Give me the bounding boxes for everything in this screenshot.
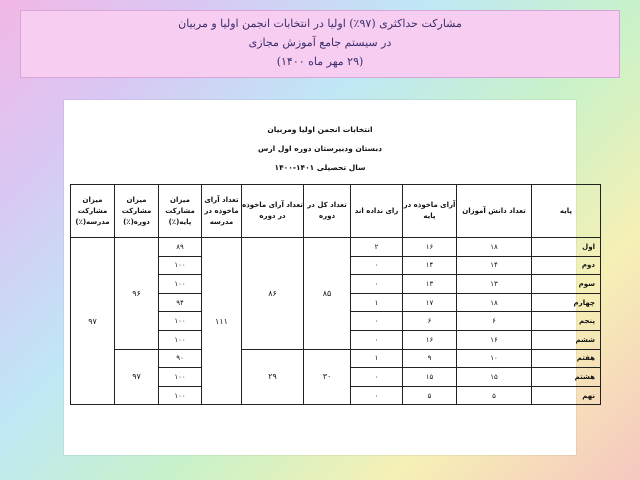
- no-vote-cell: ۰: [351, 330, 403, 349]
- doc-title: انتخابات انجمن اولیا ومربیان: [267, 125, 373, 134]
- table-row: [71, 349, 601, 368]
- col-header-period-total: تعداد کل در دوره: [304, 185, 351, 238]
- school-votes-cell: ۱۱۱: [202, 238, 242, 405]
- grade-cell: ششم: [532, 330, 601, 349]
- table-row: [71, 238, 601, 257]
- period2-total-cell: ۳۰: [304, 349, 351, 405]
- col-header-school-votes: تعداد آرای ماخوذه در مدرسه: [202, 185, 242, 238]
- grade-pct-cell: ۱۰۰: [159, 386, 202, 405]
- no-vote-cell: ۱: [351, 293, 403, 312]
- header-date: (۲۹ مهر ماه ۱۴۰۰): [276, 55, 364, 68]
- votes-cell: ۱۶: [403, 330, 457, 349]
- grade-pct-cell: ۱۰۰: [159, 368, 202, 387]
- no-vote-cell: ۰: [351, 312, 403, 331]
- school-pct-cell: ۹۷: [71, 238, 115, 405]
- grade-pct-cell: ۱۰۰: [159, 275, 202, 294]
- no-vote-cell: ۰: [351, 368, 403, 387]
- col-header-grade: پایه: [532, 185, 601, 238]
- grade-cell: اول: [532, 238, 601, 257]
- period2-pct-cell: ۹۷: [115, 349, 159, 405]
- col-header-grade-votes: آرای ماخوذه در پایه: [403, 185, 457, 238]
- col-header-grade-pct: میزان مشارکت پایه(٪): [159, 185, 202, 238]
- document-card: [64, 100, 595, 455]
- students-cell: ۱۴: [457, 256, 532, 275]
- students-cell: ۱۳: [457, 275, 532, 294]
- period2-votes-cell: ۲۹: [242, 349, 304, 405]
- col-header-students: تعداد دانش آموزان: [457, 185, 532, 238]
- no-vote-cell: ۲: [351, 238, 403, 257]
- grade-pct-cell: ۱۰۰: [159, 330, 202, 349]
- students-cell: ۱۰: [457, 349, 532, 368]
- grade-cell: هشتم: [532, 368, 601, 387]
- header-title: مشارکت حداکثری (۹۷٪) اولیا در انتخابات انجمن اولیا و مربیان: [178, 17, 462, 30]
- grade-cell: سوم: [532, 275, 601, 294]
- votes-cell: ۱۴: [403, 256, 457, 275]
- votes-cell: ۶: [403, 312, 457, 331]
- grade-pct-cell: ۹۴: [159, 293, 202, 312]
- grade-cell: نهم: [532, 386, 601, 405]
- col-header-no-vote: رای نداده اند: [351, 185, 403, 238]
- grade-cell: چهارم: [532, 293, 601, 312]
- grade-pct-cell: ۹۰: [159, 349, 202, 368]
- votes-cell: ۱۳: [403, 275, 457, 294]
- grade-cell: هفتم: [532, 349, 601, 368]
- period1-pct-cell: ۹۶: [115, 238, 159, 350]
- no-vote-cell: ۱: [351, 349, 403, 368]
- col-header-period-pct: میزان مشارکت دوره(٪): [115, 185, 159, 238]
- votes-cell: ۵: [403, 386, 457, 405]
- no-vote-cell: ۰: [351, 275, 403, 294]
- students-cell: ۱۵: [457, 368, 532, 387]
- students-cell: ۱۶: [457, 330, 532, 349]
- students-cell: ۵: [457, 386, 532, 405]
- no-vote-cell: ۰: [351, 256, 403, 275]
- doc-school: دبستان ودبیرستان دوره اول ارس: [258, 144, 382, 153]
- votes-cell: ۱۵: [403, 368, 457, 387]
- period1-votes-cell: ۸۶: [242, 238, 304, 350]
- col-header-school-pct: میزان مشارکت مدرسه(٪): [71, 185, 115, 238]
- votes-cell: ۱۶: [403, 238, 457, 257]
- table-header-row: [71, 185, 601, 238]
- header-subtitle: در سیستم جامع آموزش مجازی: [248, 36, 392, 49]
- results-table: [70, 184, 601, 405]
- doc-year: سال تحصیلی ۱۴۰۱-۱۴۰۰: [274, 163, 366, 172]
- grade-cell: پنجم: [532, 312, 601, 331]
- votes-cell: ۹: [403, 349, 457, 368]
- students-cell: ۱۸: [457, 293, 532, 312]
- no-vote-cell: ۰: [351, 386, 403, 405]
- grade-pct-cell: ۱۰۰: [159, 256, 202, 275]
- grade-pct-cell: ۸۹: [159, 238, 202, 257]
- students-cell: ۱۸: [457, 238, 532, 257]
- period1-total-cell: ۸۵: [304, 238, 351, 350]
- grade-cell: دوم: [532, 256, 601, 275]
- grade-pct-cell: ۱۰۰: [159, 312, 202, 331]
- students-cell: ۶: [457, 312, 532, 331]
- slide-header: [20, 10, 620, 78]
- col-header-period-votes: تعداد آرای ماخوذه در دوره: [242, 185, 304, 238]
- votes-cell: ۱۷: [403, 293, 457, 312]
